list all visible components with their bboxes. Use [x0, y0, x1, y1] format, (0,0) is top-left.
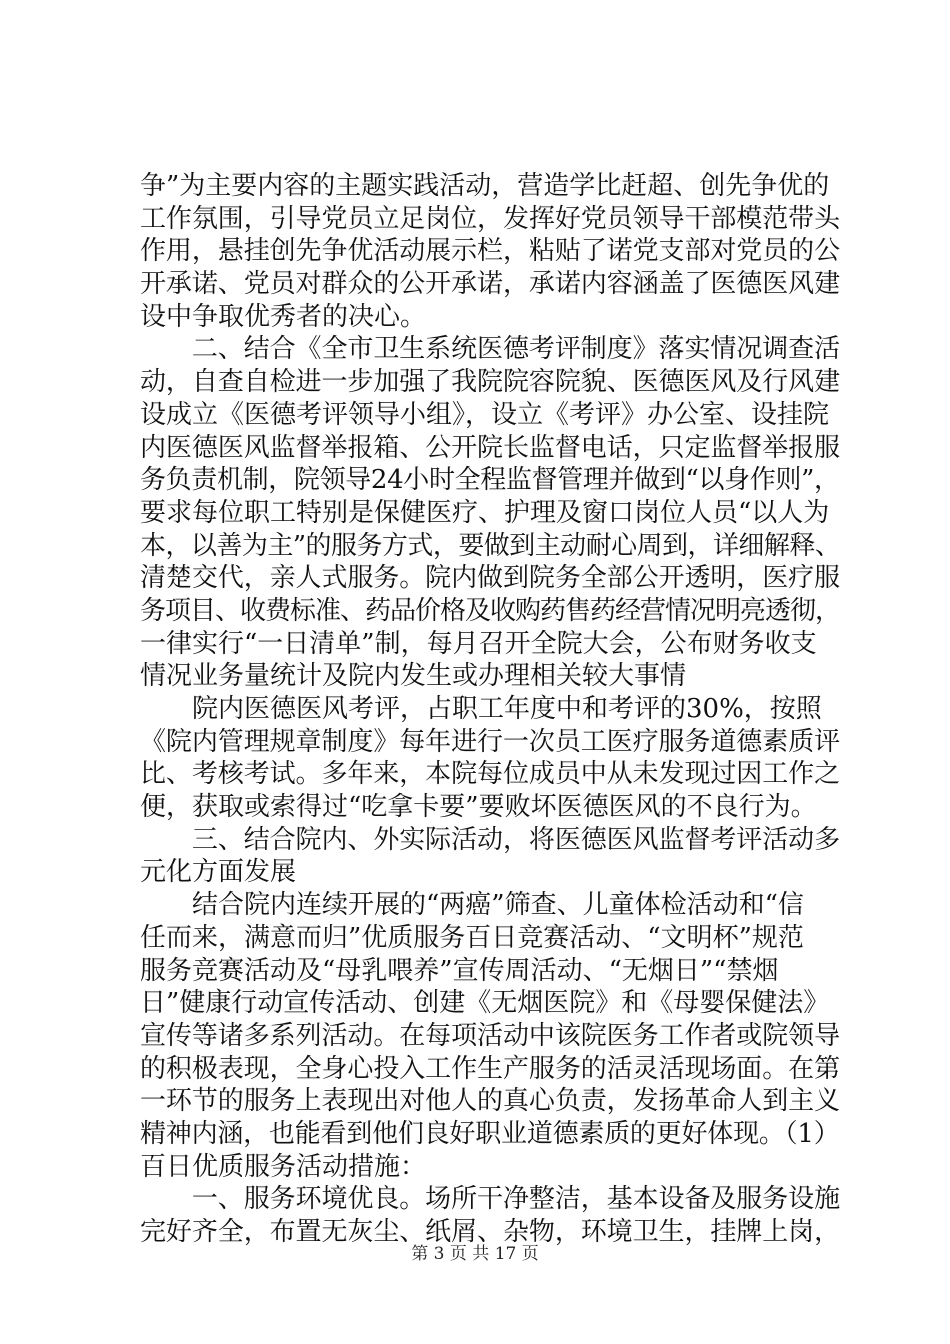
text-line: 结合院内连续开展的“两癌”筛查、儿童体检活动和“信 [140, 890, 804, 921]
text-line: 任而来，满意而归”优质服务百日竞赛活动、“文明杯”规范 [140, 922, 804, 953]
text-line: 内医德医风监督举报箱、公开院长监督电话，只定监督举报服 [140, 432, 841, 463]
text-line: 完好齐全，布置无灰尘、纸屑、杂物，环境卫生，挂牌上岗， [140, 1217, 841, 1247]
text-line: 《院内管理规章制度》每年进行一次员工医疗服务道德素质评 [140, 726, 841, 757]
text-line: 一律实行“一日清单”制，每月召开全院大会，公布财务收支 [140, 628, 817, 659]
text-line: 宣传等诸多系列活动。在每项活动中该院医务工作者或院领导 [140, 1020, 841, 1051]
text-line: 本，以善为主”的服务方式，要做到主动耐心周到，详细解释、 [140, 530, 841, 561]
text-line: 务负责机制，院领导24小时全程监督管理并做到“以身作则”， [140, 465, 840, 496]
text-line: 设中争取优秀者的决心。 [140, 301, 427, 332]
text-line: 争”为主要内容的主题实践活动，营造学比赶超、创先争优的 [140, 171, 830, 201]
text-line: 清楚交代，亲人式服务。院内做到院务全部公开透明，医疗服 [140, 563, 841, 594]
text-line: 一环节的服务上表现出对他人的真心负责，发扬革命人到主义 [140, 1086, 841, 1117]
text-line: 精神内涵，也能看到他们良好职业道德素质的更好体现。（1） [140, 1118, 840, 1149]
text-line: 日”健康行动宣传活动、创建《无烟医院》和《母婴保健法》 [140, 988, 830, 1019]
text-line: 百日优质服务活动措施： [140, 1151, 427, 1182]
text-line: 一、服务环境优良。场所干净整洁，基本设备及服务设施 [140, 1184, 841, 1215]
text-line: 比、考核考试。多年来，本院每位成员中从未发现过因工作之 [140, 759, 841, 790]
text-line: 的积极表现，全身心投入工作生产服务的活灵活现场面。在第 [140, 1053, 841, 1084]
text-line: 要求每位职工特别是保健医疗、护理及窗口岗位人员“以人为 [140, 497, 830, 528]
text-line: 开承诺、党员对群众的公开承诺，承诺内容涵盖了医德医风建 [140, 269, 841, 300]
text-line: 动，自查自检进一步加强了我院院容院貌、医德医风及行风建 [140, 367, 841, 398]
text-line: 三、结合院内、外实际活动，将医德医风监督考评活动多 [140, 824, 841, 855]
text-line: 情况业务量统计及院内发生或办理相关较大事情 [140, 661, 687, 692]
page-footer: 第 3 页 共 17 页 [411, 1244, 539, 1264]
text-line: 设成立《医德考评领导小组》，设立《考评》办公室、设挂院 [140, 399, 830, 430]
text-line: 便，获取或索得过“吃拿卡要”要败坏医德医风的不良行为。 [140, 792, 817, 823]
text-line: 服务竞赛活动及“母乳喂养”宣传周活动、“无烟日”“禁烟 [140, 955, 779, 986]
text-line: 院内医德医风考评，占职工年度中和考评的30%，按照 [140, 694, 822, 724]
text-line: 工作氛围，引导党员立足岗位，发挥好党员领导干部模范带头 [140, 203, 841, 234]
text-line: 务项目、收费标准、药品价格及收购药售药经营情况明亮透彻， [140, 595, 841, 626]
text-line: 作用，悬挂创先争优活动展示栏，粘贴了诺党支部对党员的公 [140, 236, 841, 267]
text-line: 元化方面发展 [140, 857, 297, 888]
text-line: 二、结合《全市卫生系统医德考评制度》落实情况调查活 [140, 334, 841, 365]
document-body [140, 170, 840, 1249]
